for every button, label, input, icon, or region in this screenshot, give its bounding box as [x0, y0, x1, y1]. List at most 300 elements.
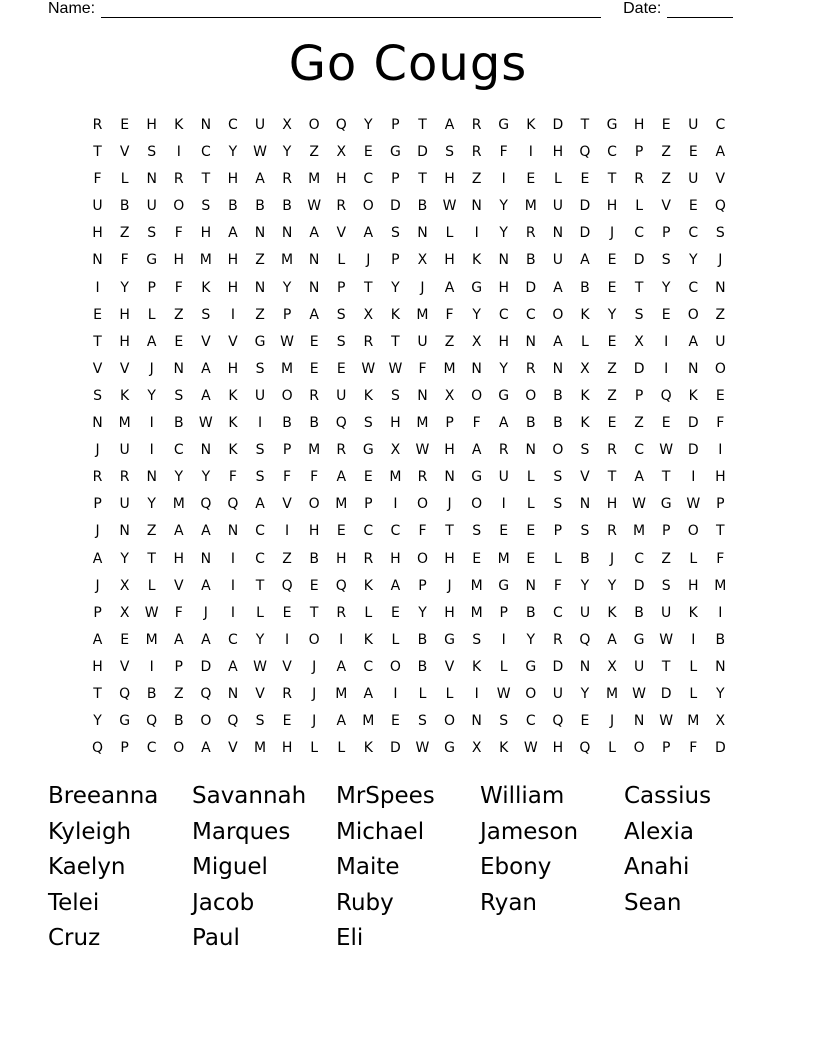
- grid-letter[interactable]: P: [499, 604, 508, 621]
- grid-letter[interactable]: T: [661, 469, 671, 486]
- grid-letter[interactable]: K: [580, 306, 590, 323]
- grid-letter[interactable]: R: [173, 171, 184, 188]
- grid-letter[interactable]: Y: [228, 144, 238, 161]
- grid-letter[interactable]: I: [230, 306, 235, 323]
- grid-letter[interactable]: L: [689, 658, 698, 675]
- grid-letter[interactable]: G: [471, 279, 483, 296]
- grid-letter[interactable]: V: [715, 171, 726, 188]
- grid-letter[interactable]: H: [173, 252, 185, 269]
- grid-letter[interactable]: M: [118, 415, 131, 432]
- grid-letter[interactable]: K: [363, 387, 373, 404]
- grid-letter[interactable]: Y: [580, 685, 590, 702]
- grid-letter[interactable]: H: [444, 252, 455, 269]
- grid-letter[interactable]: H: [715, 469, 726, 486]
- grid-letter[interactable]: P: [174, 658, 183, 675]
- grid-letter[interactable]: R: [607, 442, 617, 459]
- grid-letter[interactable]: N: [471, 198, 482, 215]
- grid-letter[interactable]: O: [308, 631, 320, 648]
- grid-letter[interactable]: B: [309, 550, 319, 567]
- grid-letter[interactable]: A: [201, 387, 211, 404]
- grid-letter[interactable]: N: [552, 225, 564, 242]
- grid-letter[interactable]: B: [119, 198, 130, 215]
- grid-letter[interactable]: D: [633, 360, 645, 377]
- grid-letter[interactable]: H: [119, 333, 130, 350]
- grid-letter[interactable]: M: [416, 415, 429, 432]
- grid-letter[interactable]: L: [337, 740, 346, 757]
- grid-letter[interactable]: W: [253, 144, 267, 161]
- grid-letter[interactable]: C: [390, 523, 401, 540]
- grid-letter[interactable]: R: [607, 523, 617, 540]
- grid-letter[interactable]: L: [526, 469, 535, 486]
- grid-letter[interactable]: M: [281, 252, 294, 269]
- grid-letter[interactable]: G: [471, 469, 483, 486]
- grid-letter[interactable]: A: [336, 713, 347, 730]
- grid-letter[interactable]: Y: [391, 279, 400, 296]
- grid-letter[interactable]: K: [174, 117, 184, 133]
- grid-letter[interactable]: C: [634, 225, 644, 242]
- grid-letter[interactable]: N: [715, 279, 726, 296]
- grid-letter[interactable]: B: [255, 198, 265, 215]
- grid-letter[interactable]: S: [147, 225, 157, 242]
- grid-letter[interactable]: D: [660, 685, 672, 702]
- grid-letter[interactable]: Z: [607, 387, 617, 404]
- grid-letter[interactable]: L: [445, 685, 454, 702]
- grid-letter[interactable]: X: [336, 144, 347, 161]
- grid-letter[interactable]: J: [447, 496, 452, 513]
- grid-letter[interactable]: H: [335, 171, 347, 188]
- grid-letter[interactable]: B: [309, 415, 319, 432]
- grid-letter[interactable]: R: [119, 469, 130, 486]
- grid-letter[interactable]: B: [417, 658, 428, 675]
- grid-letter[interactable]: Y: [499, 225, 508, 242]
- grid-letter[interactable]: G: [660, 496, 672, 513]
- grid-letter[interactable]: H: [390, 550, 401, 567]
- grid-letter[interactable]: P: [337, 279, 346, 296]
- grid-letter[interactable]: S: [715, 225, 725, 242]
- grid-letter[interactable]: A: [255, 171, 265, 188]
- grid-letter[interactable]: S: [580, 523, 590, 540]
- grid-letter[interactable]: H: [606, 198, 618, 215]
- grid-letter[interactable]: M: [335, 496, 348, 513]
- grid-letter[interactable]: W: [388, 360, 403, 377]
- grid-letter[interactable]: L: [256, 604, 264, 621]
- grid-letter[interactable]: L: [499, 658, 508, 675]
- grid-letter[interactable]: I: [285, 523, 290, 540]
- grid-letter[interactable]: S: [93, 387, 102, 404]
- grid-letter[interactable]: J: [609, 713, 615, 730]
- grid-letter[interactable]: M: [687, 713, 700, 730]
- grid-letter[interactable]: W: [686, 496, 701, 513]
- grid-letter[interactable]: Y: [120, 550, 129, 567]
- grid-letter[interactable]: M: [253, 740, 267, 757]
- grid-letter[interactable]: V: [173, 577, 184, 594]
- grid-letter[interactable]: C: [363, 658, 374, 675]
- grid-letter[interactable]: I: [339, 631, 344, 648]
- grid-letter[interactable]: J: [420, 279, 425, 296]
- grid-letter[interactable]: I: [691, 631, 696, 648]
- grid-letter[interactable]: B: [715, 631, 726, 648]
- grid-letter[interactable]: E: [607, 415, 617, 432]
- grid-letter[interactable]: U: [498, 469, 509, 486]
- grid-letter[interactable]: P: [661, 740, 671, 757]
- grid-letter[interactable]: E: [363, 144, 373, 161]
- grid-letter[interactable]: B: [417, 198, 428, 215]
- grid-letter[interactable]: B: [525, 604, 536, 621]
- grid-letter[interactable]: R: [363, 550, 374, 567]
- grid-letter[interactable]: Z: [255, 306, 265, 323]
- grid-letter[interactable]: U: [715, 333, 726, 350]
- grid-letter[interactable]: Z: [146, 523, 157, 540]
- grid-letter[interactable]: A: [553, 333, 563, 350]
- grid-letter[interactable]: A: [92, 550, 103, 567]
- grid-letter[interactable]: K: [499, 740, 509, 757]
- grid-letter[interactable]: Q: [200, 685, 212, 702]
- grid-letter[interactable]: P: [661, 225, 671, 242]
- grid-letter[interactable]: J: [447, 577, 452, 594]
- grid-letter[interactable]: A: [336, 469, 347, 486]
- grid-letter[interactable]: S: [201, 306, 211, 323]
- grid-letter[interactable]: F: [499, 144, 508, 161]
- grid-letter[interactable]: Q: [335, 415, 347, 432]
- grid-letter[interactable]: N: [715, 658, 726, 675]
- grid-letter[interactable]: D: [633, 577, 645, 594]
- grid-letter[interactable]: P: [391, 117, 400, 133]
- grid-letter[interactable]: L: [635, 198, 643, 215]
- grid-letter[interactable]: C: [525, 306, 536, 323]
- grid-letter[interactable]: H: [606, 496, 618, 513]
- grid-letter[interactable]: Y: [499, 360, 508, 377]
- grid-letter[interactable]: O: [173, 740, 185, 757]
- grid-letter[interactable]: X: [282, 117, 292, 133]
- grid-letter[interactable]: O: [200, 713, 212, 730]
- grid-letter[interactable]: C: [634, 550, 644, 567]
- grid-letter[interactable]: R: [282, 685, 292, 702]
- grid-letter[interactable]: H: [308, 523, 320, 540]
- grid-letter[interactable]: L: [391, 631, 400, 648]
- grid-letter[interactable]: A: [201, 360, 211, 377]
- grid-letter[interactable]: B: [525, 415, 536, 432]
- grid-letter[interactable]: T: [580, 117, 590, 133]
- grid-letter[interactable]: I: [230, 604, 235, 621]
- grid-letter[interactable]: X: [363, 306, 374, 323]
- grid-letter[interactable]: Y: [282, 144, 292, 161]
- grid-letter[interactable]: I: [149, 442, 154, 459]
- grid-letter[interactable]: I: [718, 604, 723, 621]
- grid-letter[interactable]: D: [390, 740, 401, 757]
- grid-letter[interactable]: I: [664, 333, 669, 350]
- grid-letter[interactable]: L: [445, 225, 454, 242]
- grid-letter[interactable]: R: [92, 117, 103, 133]
- grid-letter[interactable]: H: [92, 658, 103, 675]
- grid-letter[interactable]: W: [415, 442, 430, 459]
- grid-letter[interactable]: C: [146, 740, 157, 757]
- grid-letter[interactable]: O: [173, 198, 185, 215]
- grid-letter[interactable]: W: [659, 713, 674, 730]
- grid-letter[interactable]: O: [362, 198, 374, 215]
- grid-letter[interactable]: I: [501, 631, 506, 648]
- grid-letter[interactable]: A: [255, 496, 265, 513]
- grid-letter[interactable]: T: [309, 604, 319, 621]
- grid-letter[interactable]: I: [95, 279, 100, 296]
- grid-letter[interactable]: D: [417, 144, 428, 161]
- grid-letter[interactable]: D: [525, 279, 537, 296]
- grid-letter[interactable]: K: [580, 415, 590, 432]
- grid-letter[interactable]: K: [228, 387, 238, 404]
- grid-letter[interactable]: X: [471, 740, 482, 757]
- grid-letter[interactable]: T: [201, 171, 211, 188]
- grid-letter[interactable]: K: [688, 604, 698, 621]
- grid-letter[interactable]: A: [607, 631, 617, 648]
- grid-letter[interactable]: E: [93, 306, 102, 323]
- grid-letter[interactable]: Q: [227, 713, 239, 730]
- grid-letter[interactable]: Y: [688, 252, 698, 269]
- grid-letter[interactable]: T: [93, 144, 102, 161]
- grid-letter[interactable]: R: [471, 117, 482, 133]
- grid-letter[interactable]: T: [418, 171, 427, 188]
- grid-letter[interactable]: B: [417, 631, 428, 648]
- grid-letter[interactable]: N: [200, 117, 212, 133]
- grid-letter[interactable]: P: [364, 496, 373, 513]
- grid-letter[interactable]: R: [363, 333, 374, 350]
- grid-letter[interactable]: R: [498, 442, 509, 459]
- grid-letter[interactable]: D: [552, 658, 564, 675]
- grid-letter[interactable]: V: [336, 225, 347, 242]
- grid-letter[interactable]: A: [228, 225, 238, 242]
- grid-letter[interactable]: E: [661, 415, 671, 432]
- grid-letter[interactable]: E: [363, 469, 373, 486]
- grid-letter[interactable]: S: [499, 713, 509, 730]
- grid-letter[interactable]: N: [525, 442, 537, 459]
- grid-letter[interactable]: T: [147, 550, 156, 567]
- grid-letter[interactable]: Y: [201, 469, 211, 486]
- grid-letter[interactable]: E: [661, 117, 671, 133]
- grid-letter[interactable]: R: [309, 387, 320, 404]
- grid-letter[interactable]: Q: [714, 198, 726, 215]
- grid-letter[interactable]: M: [524, 198, 537, 215]
- grid-letter[interactable]: A: [444, 279, 455, 296]
- grid-letter[interactable]: L: [553, 550, 562, 567]
- grid-letter[interactable]: I: [474, 225, 479, 242]
- grid-letter[interactable]: I: [149, 658, 154, 675]
- grid-letter[interactable]: R: [525, 225, 536, 242]
- grid-letter[interactable]: N: [200, 550, 212, 567]
- grid-letter[interactable]: T: [418, 117, 427, 133]
- grid-letter[interactable]: S: [201, 198, 211, 215]
- grid-letter[interactable]: M: [470, 604, 483, 621]
- grid-letter[interactable]: A: [390, 577, 401, 594]
- grid-letter[interactable]: E: [309, 577, 319, 594]
- grid-letter[interactable]: H: [444, 604, 455, 621]
- grid-letter[interactable]: I: [691, 469, 696, 486]
- grid-letter[interactable]: K: [120, 387, 130, 404]
- grid-letter[interactable]: D: [390, 198, 401, 215]
- grid-letter[interactable]: N: [444, 469, 455, 486]
- grid-letter[interactable]: N: [146, 469, 157, 486]
- grid-letter[interactable]: H: [552, 740, 564, 757]
- grid-letter[interactable]: H: [227, 279, 239, 296]
- grid-letter[interactable]: L: [553, 171, 562, 188]
- grid-letter[interactable]: C: [688, 225, 699, 242]
- grid-letter[interactable]: W: [659, 442, 674, 459]
- grid-letter[interactable]: E: [607, 333, 617, 350]
- grid-letter[interactable]: O: [416, 550, 428, 567]
- grid-letter[interactable]: A: [201, 577, 211, 594]
- grid-letter[interactable]: F: [418, 360, 427, 377]
- grid-letter[interactable]: P: [282, 306, 292, 323]
- grid-letter[interactable]: J: [95, 442, 100, 459]
- grid-letter[interactable]: N: [579, 496, 591, 513]
- grid-letter[interactable]: E: [390, 713, 400, 730]
- grid-letter[interactable]: D: [633, 252, 645, 269]
- grid-letter[interactable]: E: [336, 360, 346, 377]
- grid-letter[interactable]: R: [553, 631, 563, 648]
- grid-letter[interactable]: N: [688, 360, 699, 377]
- grid-letter[interactable]: S: [255, 713, 265, 730]
- grid-letter[interactable]: Y: [661, 279, 671, 296]
- grid-letter[interactable]: C: [228, 117, 238, 133]
- grid-letter[interactable]: E: [526, 171, 536, 188]
- grid-letter[interactable]: Y: [607, 577, 617, 594]
- date-blank[interactable]: [667, 3, 733, 18]
- grid-letter[interactable]: F: [174, 279, 183, 296]
- grid-letter[interactable]: C: [363, 171, 374, 188]
- grid-letter[interactable]: F: [418, 523, 427, 540]
- grid-letter[interactable]: U: [688, 117, 699, 133]
- grid-letter[interactable]: O: [687, 523, 699, 540]
- grid-letter[interactable]: P: [120, 740, 129, 757]
- grid-letter[interactable]: V: [580, 469, 590, 486]
- grid-letter[interactable]: S: [336, 333, 346, 350]
- grid-letter[interactable]: J: [95, 577, 100, 594]
- grid-letter[interactable]: L: [364, 604, 373, 621]
- grid-letter[interactable]: C: [688, 279, 699, 296]
- grid-letter[interactable]: Z: [607, 360, 617, 377]
- grid-letter[interactable]: X: [607, 658, 617, 675]
- grid-letter[interactable]: E: [309, 360, 319, 377]
- grid-letter[interactable]: S: [255, 469, 265, 486]
- grid-letter[interactable]: Q: [335, 117, 347, 133]
- grid-letter[interactable]: G: [525, 658, 537, 675]
- grid-letter[interactable]: T: [445, 523, 454, 540]
- grid-letter[interactable]: Y: [255, 631, 265, 648]
- grid-letter[interactable]: E: [661, 306, 671, 323]
- grid-letter[interactable]: T: [634, 279, 644, 296]
- grid-letter[interactable]: G: [146, 252, 158, 269]
- grid-letter[interactable]: N: [200, 442, 212, 459]
- grid-letter[interactable]: F: [174, 225, 183, 242]
- grid-letter[interactable]: I: [501, 171, 506, 188]
- grid-letter[interactable]: A: [363, 685, 374, 702]
- grid-letter[interactable]: H: [119, 306, 130, 323]
- grid-letter[interactable]: W: [144, 604, 159, 621]
- grid-letter[interactable]: N: [579, 658, 591, 675]
- grid-letter[interactable]: S: [390, 387, 400, 404]
- grid-letter[interactable]: Y: [472, 306, 481, 323]
- grid-letter[interactable]: U: [552, 198, 563, 215]
- grid-letter[interactable]: E: [120, 631, 130, 648]
- grid-letter[interactable]: V: [119, 360, 130, 377]
- grid-letter[interactable]: E: [526, 550, 536, 567]
- grid-letter[interactable]: Y: [282, 279, 292, 296]
- grid-letter[interactable]: H: [444, 171, 455, 188]
- grid-letter[interactable]: H: [227, 252, 239, 269]
- grid-letter[interactable]: C: [498, 306, 509, 323]
- grid-letter[interactable]: N: [525, 333, 537, 350]
- grid-letter[interactable]: O: [552, 306, 564, 323]
- grid-letter[interactable]: M: [443, 360, 456, 377]
- grid-letter[interactable]: S: [255, 360, 265, 377]
- grid-letter[interactable]: G: [498, 577, 510, 594]
- grid-letter[interactable]: G: [498, 387, 510, 404]
- grid-letter[interactable]: H: [444, 442, 455, 459]
- grid-letter[interactable]: K: [607, 604, 617, 621]
- grid-letter[interactable]: C: [607, 144, 617, 161]
- grid-letter[interactable]: Y: [364, 117, 373, 133]
- grid-letter[interactable]: J: [312, 685, 317, 702]
- grid-letter[interactable]: K: [472, 658, 482, 675]
- grid-letter[interactable]: U: [146, 198, 157, 215]
- grid-letter[interactable]: Z: [173, 685, 184, 702]
- grid-letter[interactable]: H: [498, 333, 509, 350]
- grid-letter[interactable]: H: [444, 550, 455, 567]
- grid-letter[interactable]: K: [580, 387, 590, 404]
- grid-letter[interactable]: C: [634, 442, 644, 459]
- grid-letter[interactable]: Y: [174, 469, 184, 486]
- grid-letter[interactable]: F: [472, 415, 481, 432]
- grid-letter[interactable]: O: [471, 387, 483, 404]
- grid-letter[interactable]: H: [227, 171, 239, 188]
- grid-letter[interactable]: S: [418, 713, 427, 730]
- grid-letter[interactable]: A: [201, 523, 211, 540]
- grid-letter[interactable]: P: [553, 523, 563, 540]
- grid-letter[interactable]: T: [364, 279, 373, 296]
- grid-letter[interactable]: X: [390, 442, 401, 459]
- grid-letter[interactable]: O: [389, 658, 401, 675]
- grid-letter[interactable]: W: [659, 631, 674, 648]
- grid-letter[interactable]: N: [417, 225, 428, 242]
- grid-letter[interactable]: U: [119, 496, 130, 513]
- grid-letter[interactable]: N: [471, 360, 482, 377]
- grid-letter[interactable]: Q: [579, 631, 591, 648]
- grid-letter[interactable]: O: [525, 685, 537, 702]
- grid-letter[interactable]: E: [580, 171, 590, 188]
- grid-letter[interactable]: P: [93, 604, 102, 621]
- grid-letter[interactable]: W: [307, 198, 322, 215]
- grid-letter[interactable]: K: [363, 631, 373, 648]
- grid-letter[interactable]: H: [173, 550, 185, 567]
- grid-letter[interactable]: L: [147, 577, 156, 594]
- grid-letter[interactable]: L: [689, 550, 698, 567]
- grid-letter[interactable]: Y: [120, 279, 129, 296]
- grid-letter[interactable]: Z: [255, 252, 265, 269]
- grid-letter[interactable]: S: [661, 252, 671, 269]
- grid-letter[interactable]: N: [227, 523, 239, 540]
- grid-letter[interactable]: G: [444, 631, 455, 648]
- grid-letter[interactable]: O: [687, 306, 699, 323]
- grid-letter[interactable]: R: [336, 198, 347, 215]
- grid-letter[interactable]: L: [310, 740, 319, 757]
- grid-letter[interactable]: N: [119, 523, 130, 540]
- grid-letter[interactable]: Z: [119, 225, 130, 242]
- grid-letter[interactable]: Q: [119, 685, 131, 702]
- grid-letter[interactable]: M: [714, 577, 727, 594]
- grid-letter[interactable]: B: [146, 685, 157, 702]
- grid-letter[interactable]: S: [147, 144, 157, 161]
- grid-letter[interactable]: V: [282, 496, 292, 513]
- grid-letter[interactable]: U: [92, 198, 103, 215]
- grid-letter[interactable]: J: [203, 604, 208, 621]
- grid-letter[interactable]: I: [230, 577, 235, 594]
